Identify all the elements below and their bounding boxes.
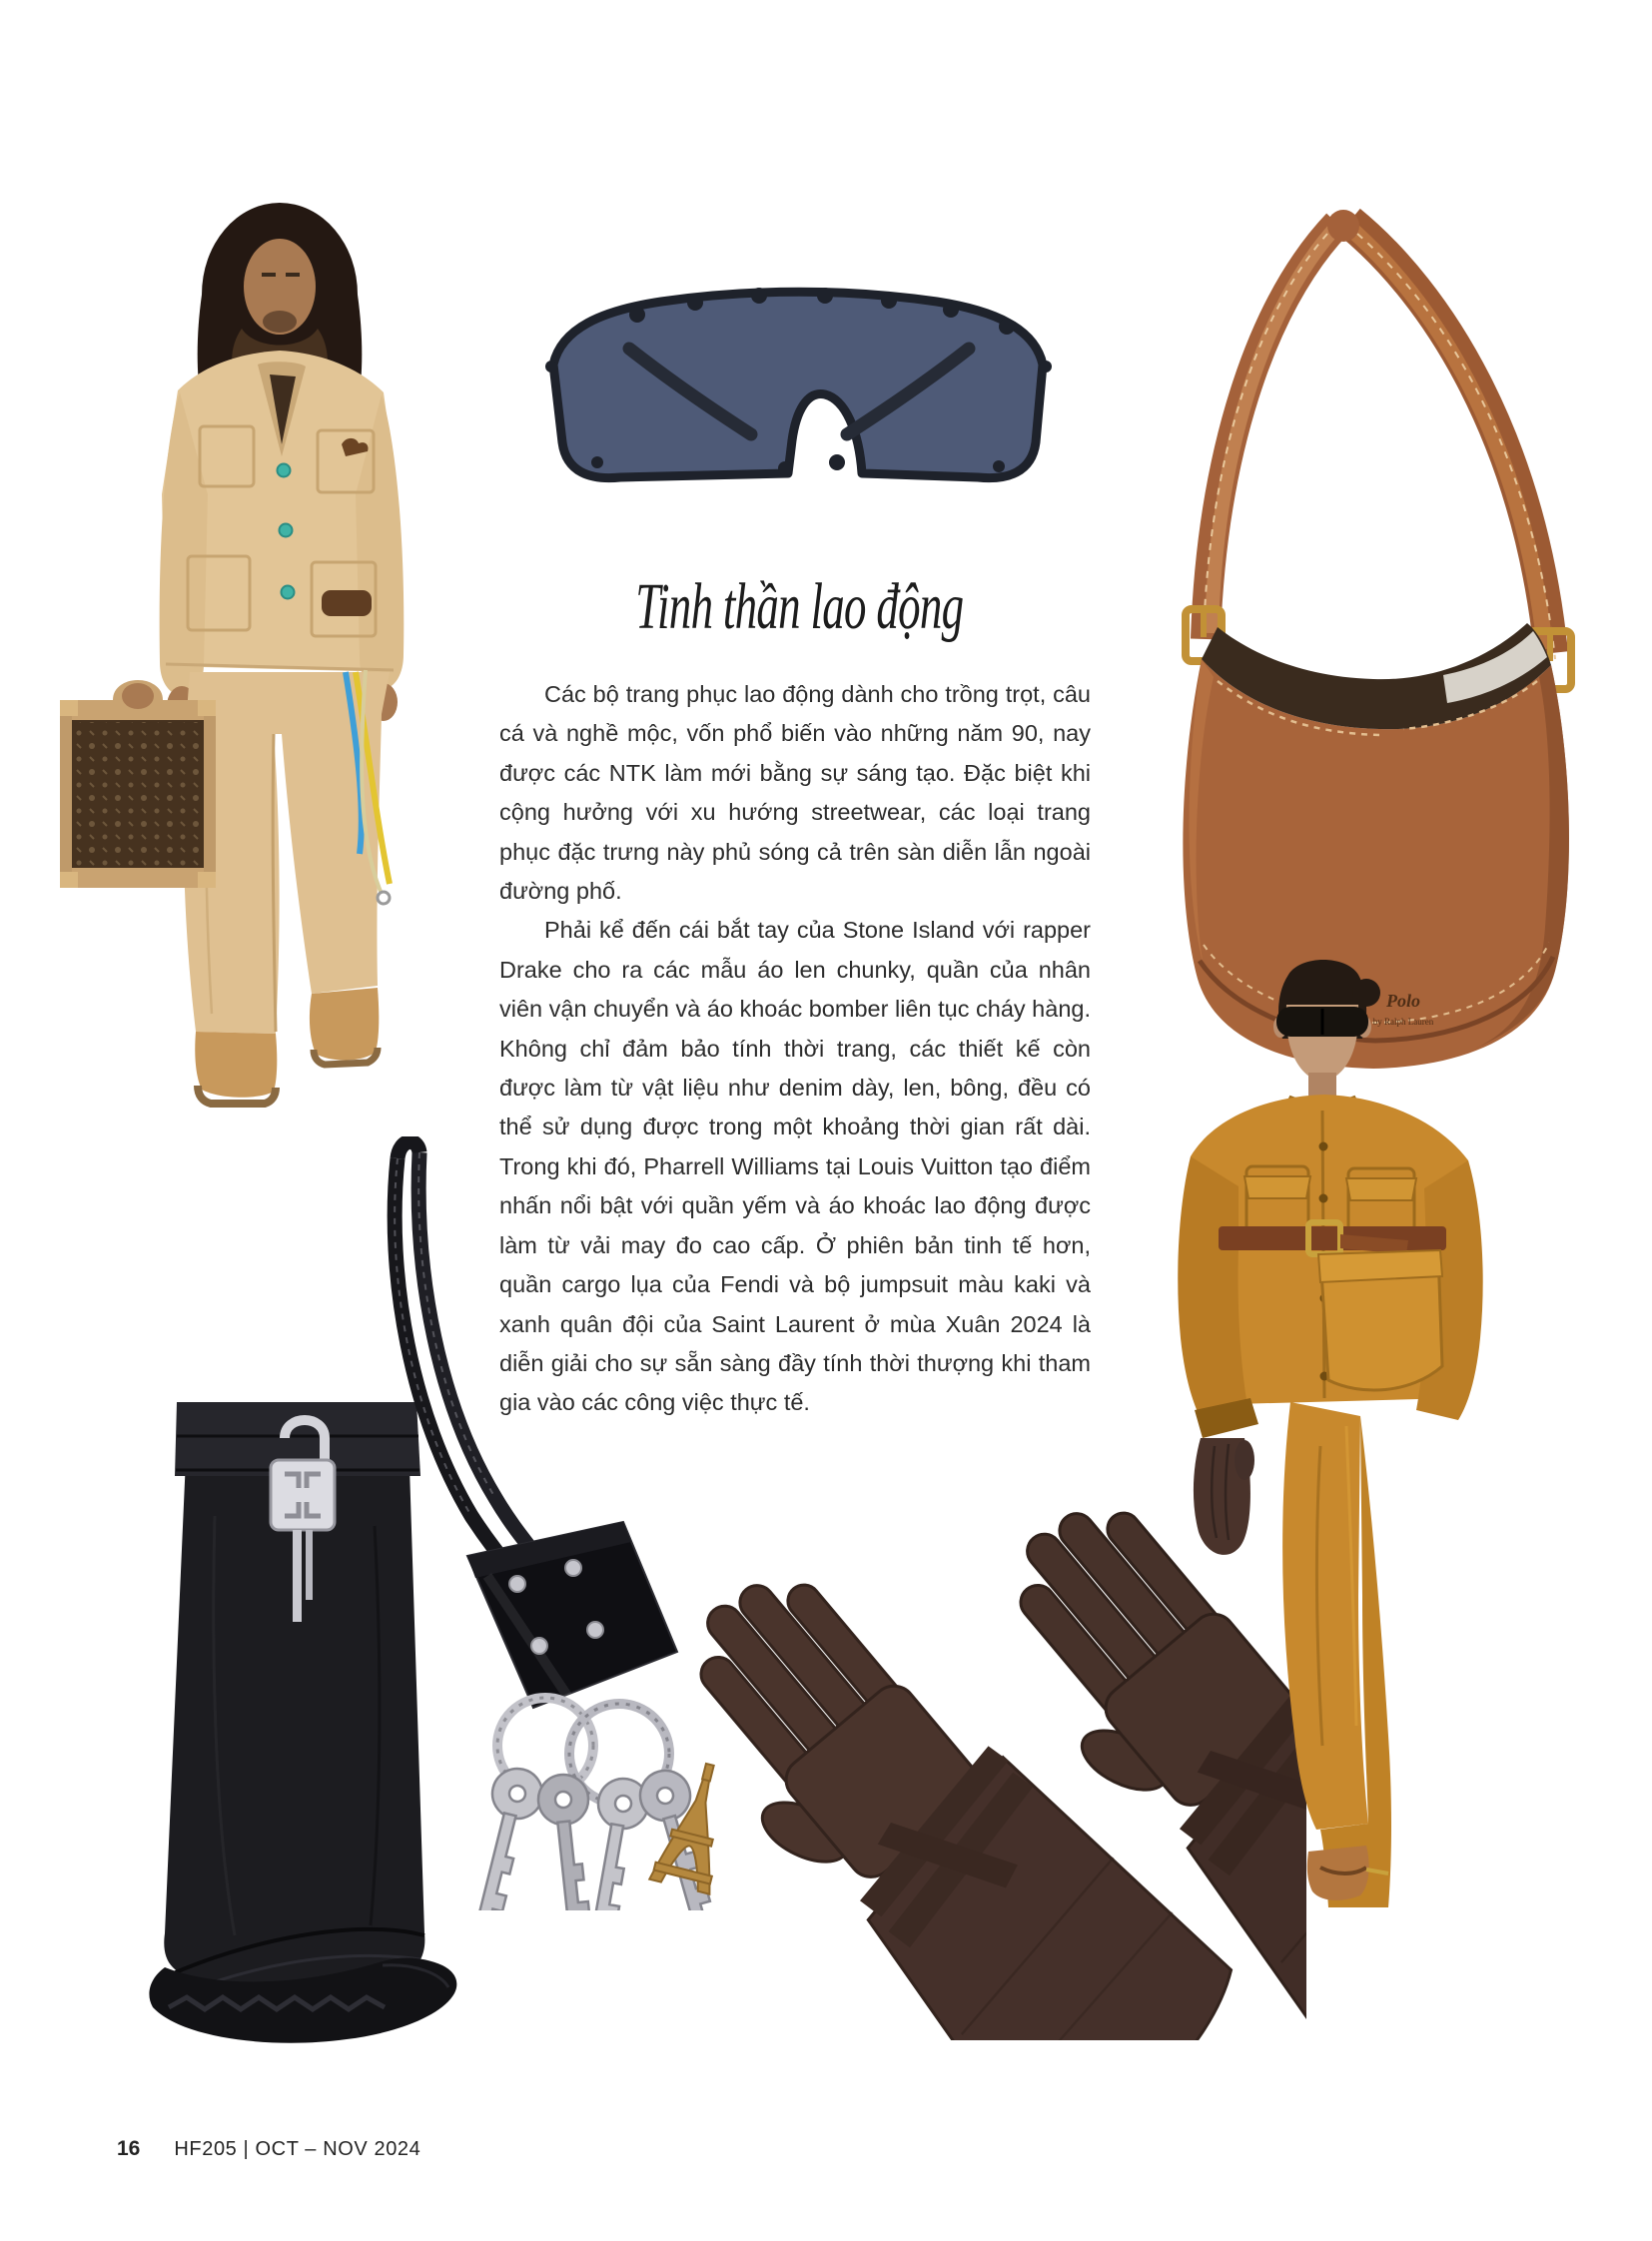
- bag-stamp-sub: by Ralph Lauren: [1372, 1017, 1434, 1027]
- shield-sunglasses-photo: [537, 283, 1061, 517]
- issue-info: HF205 | OCT – NOV 2024: [174, 2138, 421, 2160]
- page-footer: [117, 2137, 420, 2161]
- keychain-photo: [368, 1136, 752, 1910]
- jumpsuit-model-photo: [1171, 947, 1485, 1907]
- page-title-text: Tinh thần lao động: [634, 570, 964, 643]
- page-title: [499, 565, 1099, 649]
- page-number: 16: [117, 2137, 141, 2160]
- bag-stamp-brand: Polo: [1386, 991, 1420, 1011]
- workwear-model-photo: [60, 195, 449, 1109]
- article-paragraph: Phải kể đến cái bắt tay của Stone Island với rapper Drake cho ra các mẫu áo len chunky, quần của nhân viên vận chuyển và áo khoác bomber liên tục cháy hàng. Không chỉ đảm bảo tính thời trang, các thiết kế còn được làm từ vật liệu như denim dày, len, bông, đều có thể sử dụng được trong một khoảng thời gian rất dài. Trong khi đó, Pharrell Williams tại Louis Vuitton tạo điểm nhấn nổi bật với quần yếm và áo khoác lao động được làm từ vải may đo cao cấp. Ở phiên bản tinh tế hơn, quần cargo lụa của Fendi và bộ jumpsuit màu kaki và xanh quân đội của Saint Laurent ở mùa Xuân 2024 là diễn giải cho sự sẵn sàng đầy tính thời thượng khi tham gia vào các công việc thực tế.: [499, 917, 1091, 1416]
- article-paragraph: Các bộ trang phục lao động dành cho trồng trọt, câu cá và nghề mộc, vốn phổ biến vào những năm 90, nay được các NTK làm mới bằng sự sáng tạo. Đặc biệt khi cộng hưởng với xu hướng streetwear, các loại trang phục đặc trưng này phủ sóng cả trên sàn diễn lẫn ngoài đường phố.: [499, 681, 1091, 905]
